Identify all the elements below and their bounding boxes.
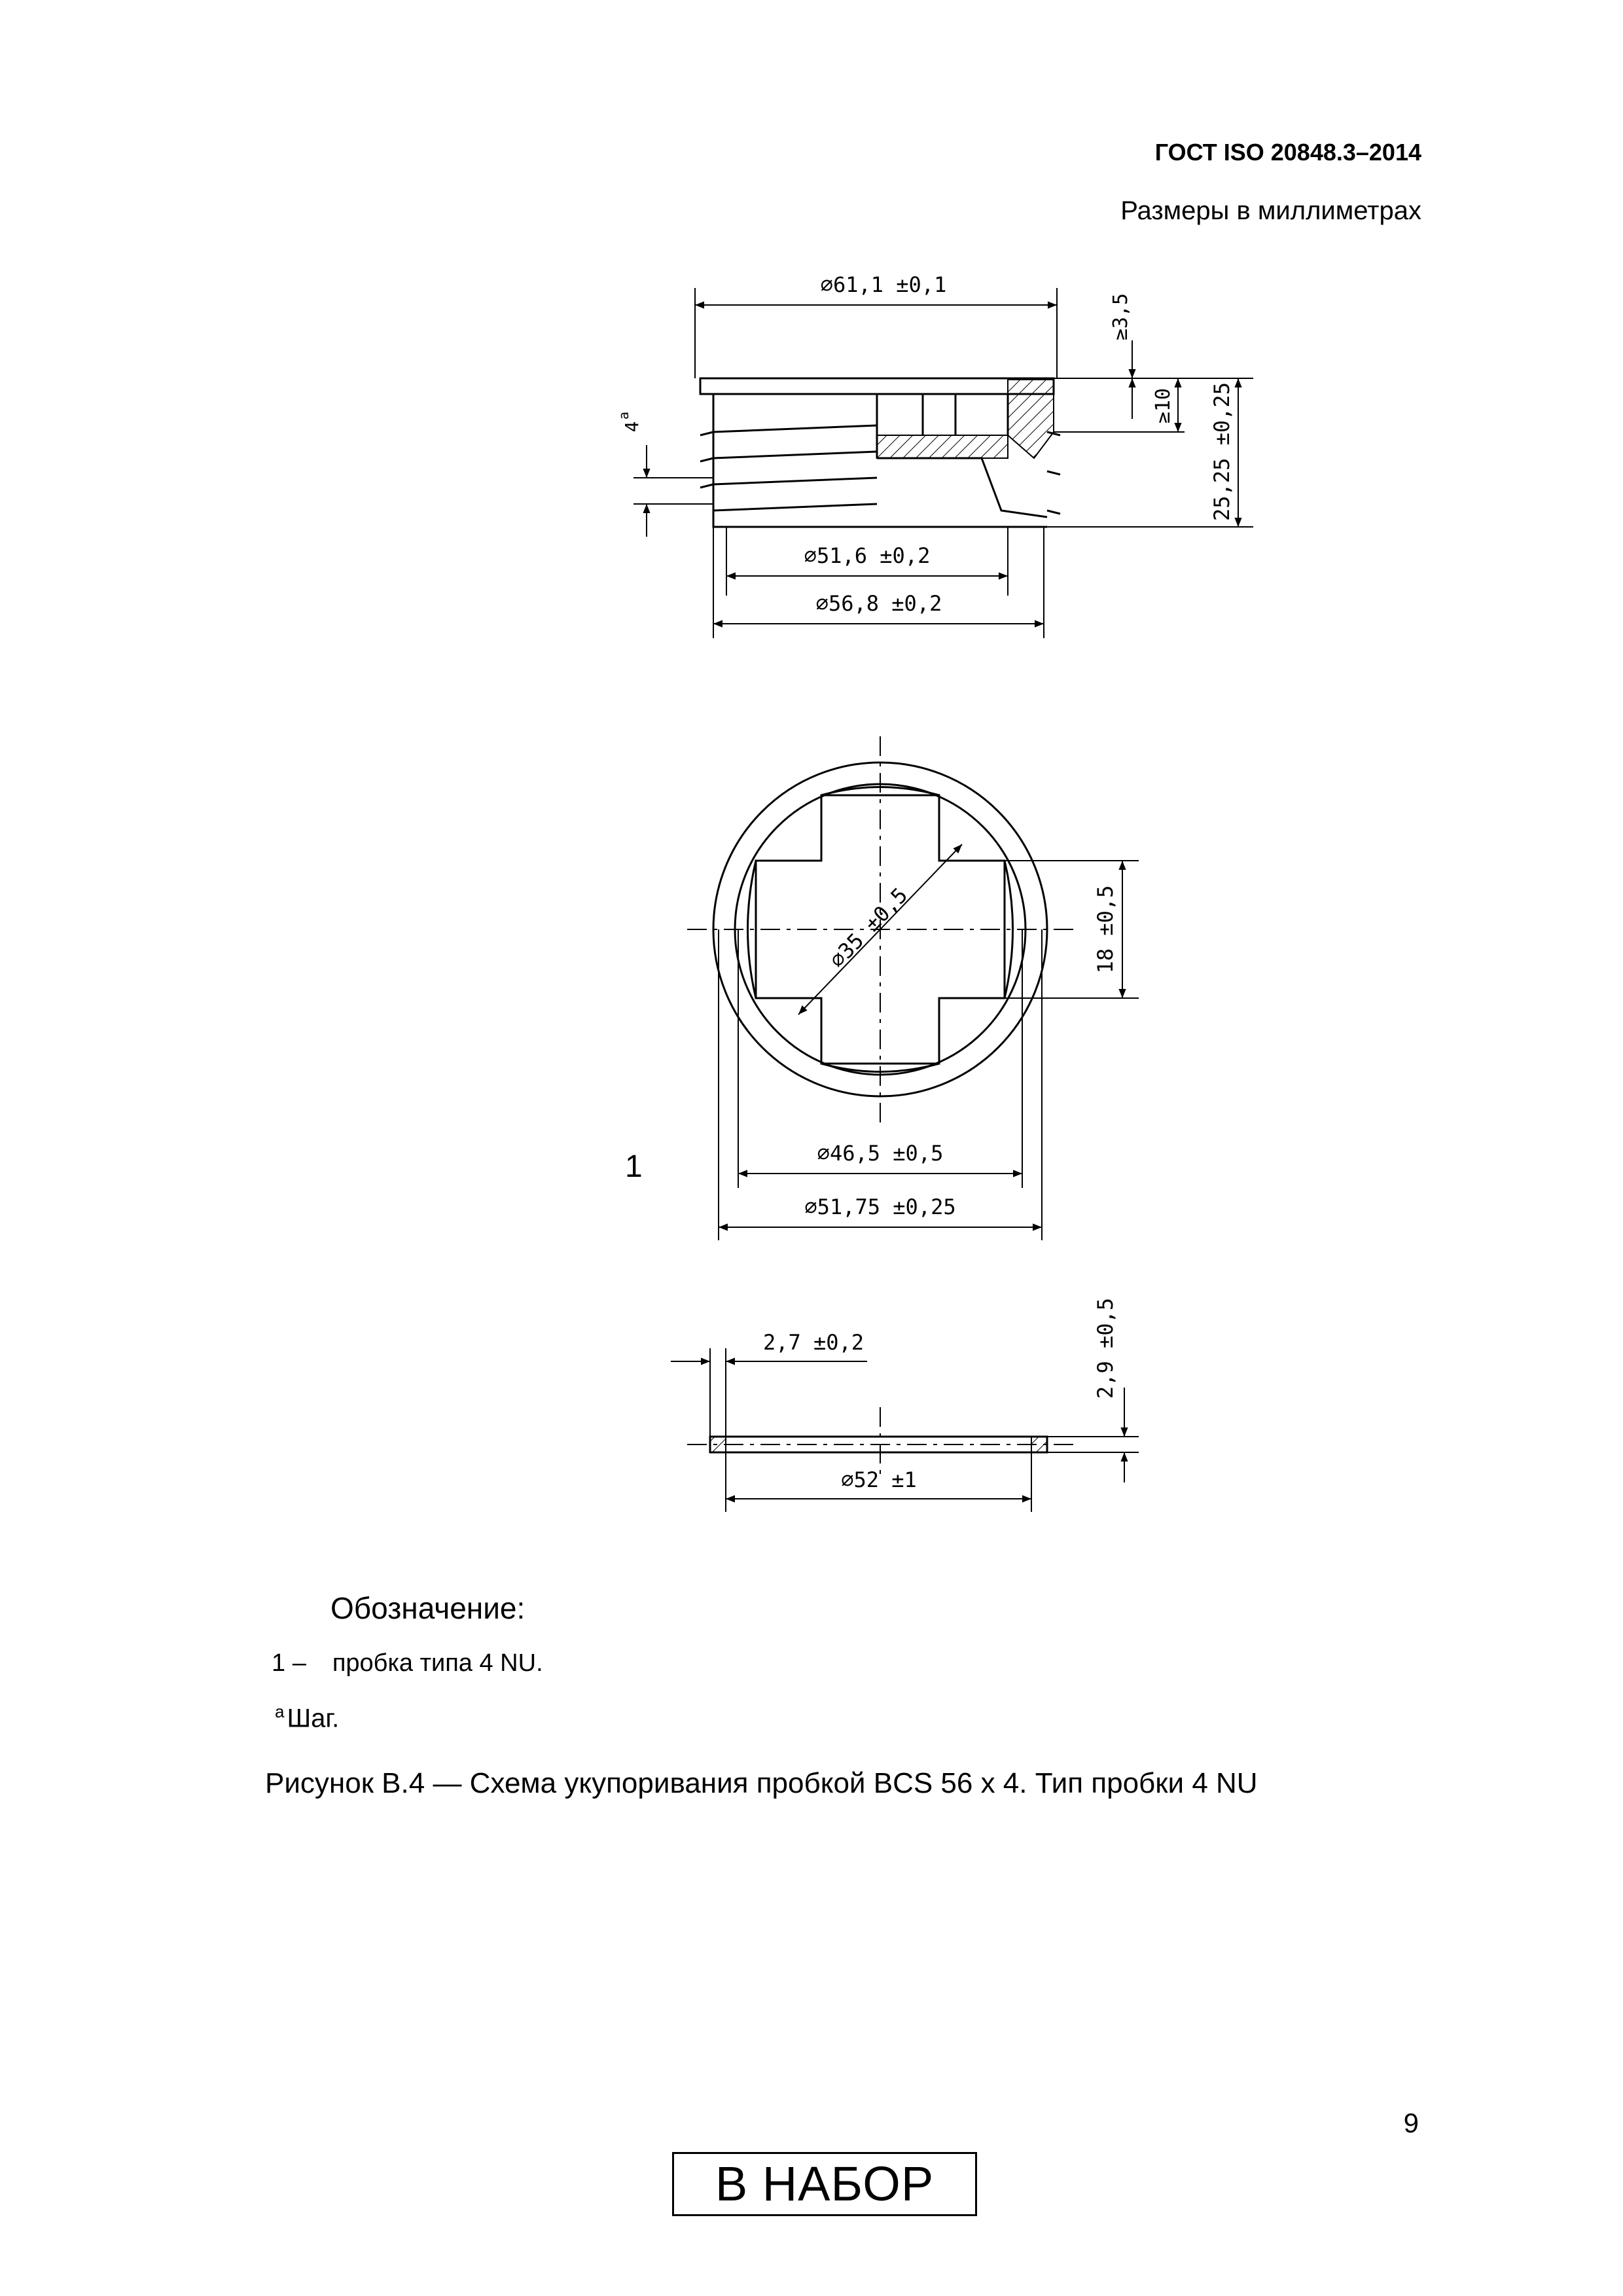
- footnote-marker: а: [275, 1702, 285, 1721]
- dim-thickness-label: 2,7 ±0,2: [762, 1330, 865, 1355]
- item-number-label: 1: [625, 1149, 643, 1184]
- top-view: [687, 736, 1139, 1240]
- units-note: Размеры в миллиметрах: [1120, 196, 1421, 225]
- side-view: [616, 272, 1253, 638]
- page-number: 9: [1403, 2108, 1419, 2138]
- cap-flange: [700, 378, 1054, 394]
- dim-cross-label: ⌀35 ±0,5: [824, 882, 913, 973]
- dim-diameter-label: ⌀52 ±1: [841, 1467, 917, 1492]
- dim-pitch-marker: a: [616, 411, 632, 420]
- legend-item-number: 1 –: [272, 1649, 306, 1677]
- dim-height-label: 2,9 ±0,5: [1093, 1297, 1118, 1399]
- footnote: [275, 1702, 339, 1733]
- dim-slot-label: 18 ±0,5: [1093, 885, 1118, 974]
- dim-outer-label: ⌀51,75 ±0,25: [804, 1194, 956, 1219]
- stamp-box: В НАБОР: [672, 2152, 977, 2216]
- gasket-section-left: [710, 1437, 726, 1452]
- section-hatch-1: [877, 435, 1008, 458]
- legend-item: [272, 1649, 543, 1677]
- dim-min10-label: ≥10: [1152, 387, 1175, 424]
- dim-height-label: 25,25 ±0,25: [1209, 382, 1234, 521]
- dim-inner-label: ⌀51,6 ±0,2: [804, 543, 931, 568]
- body-outline: [713, 394, 1047, 527]
- inner-profile: [877, 458, 1047, 517]
- thread-lines: [713, 425, 877, 511]
- gasket-view: [671, 1298, 1139, 1512]
- footnote-text: Шаг.: [287, 1704, 340, 1733]
- dim-outer-label: ⌀61,1 ±0,1: [820, 272, 947, 297]
- legend-item-text: пробка типа 4 NU.: [332, 1649, 543, 1677]
- dim-inner-label: ⌀46,5 ±0,5: [817, 1141, 944, 1166]
- section-hatch-2: [1008, 380, 1054, 458]
- dim-pitch-label: 4: [621, 421, 643, 433]
- dim-thread-label: ⌀56,8 ±0,2: [815, 591, 942, 616]
- legend-title: Обозначение:: [330, 1591, 526, 1625]
- dim-min-top-label: ≥3,5: [1109, 293, 1132, 341]
- figure-caption: Рисунок В.4 — Схема укупоривания пробкой BCS 56 x 4. Тип пробки 4 NU: [265, 1767, 1258, 1799]
- standard-number: ГОСТ ISO 20848.3–2014: [1154, 139, 1421, 166]
